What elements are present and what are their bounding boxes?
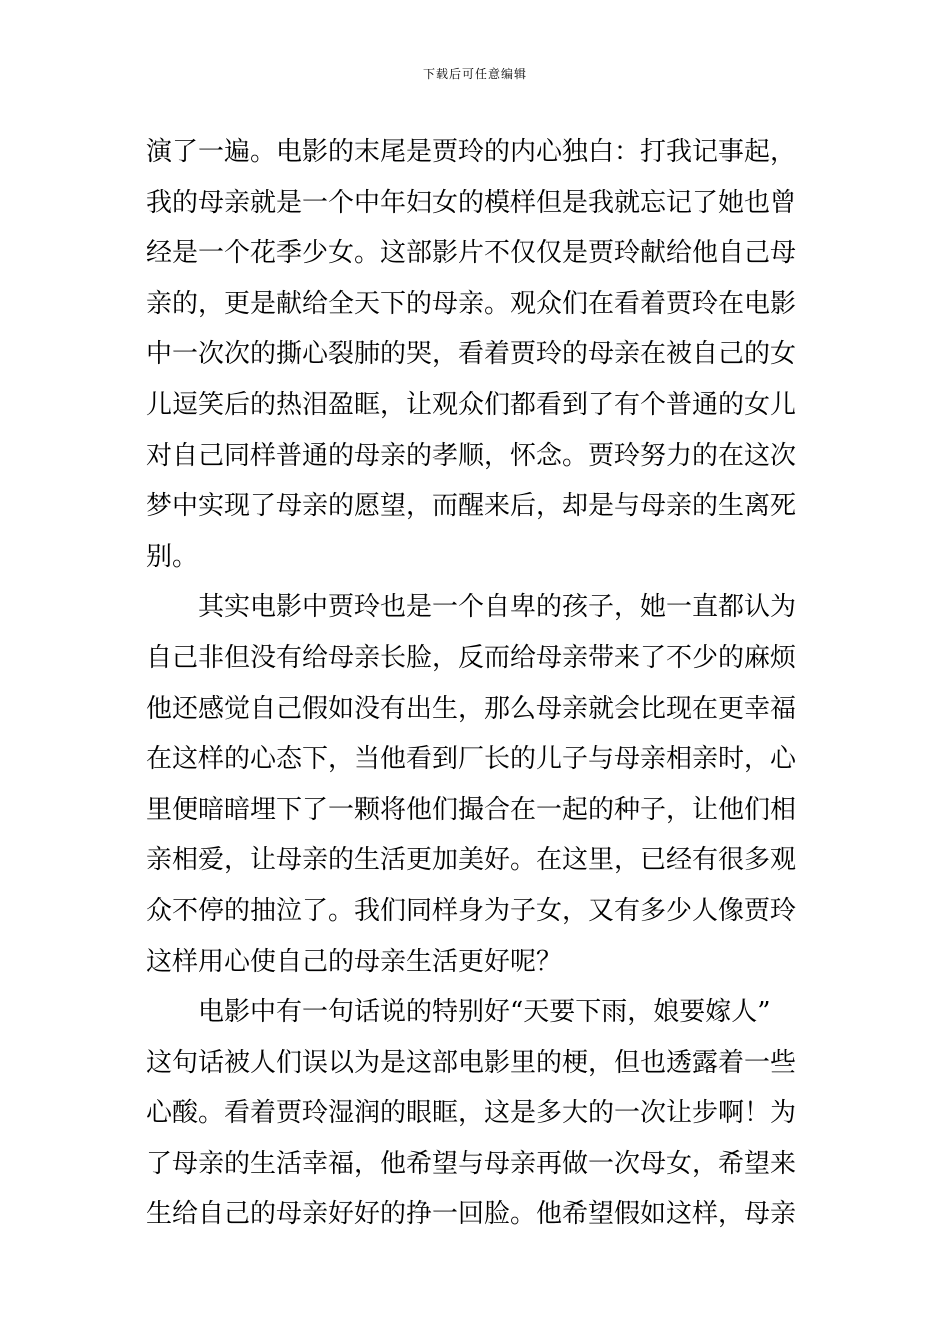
text-line: 自己非但没有给母亲长脸，反而给母亲带来了不少的麻烦 (146, 642, 797, 673)
text-line: 亲的，更是献给全天下的母亲。观众们在看着贾玲在电影 (146, 288, 797, 319)
text-line: 心酸。看着贾玲湿润的眼眶，这是多大的一次让步啊！为 (146, 1098, 797, 1129)
text-line: 中一次次的撕心裂肺的哭，看着贾玲的母亲在被自己的女 (146, 339, 797, 370)
text-line: 众不停的抽泣了。我们同样身为子女，又有多少人像贾玲 (146, 895, 797, 926)
text-line: 他还感觉自己假如没有出生，那么母亲就会比现在更幸福 (146, 693, 797, 724)
paragraph-3 (146, 987, 816, 1240)
document-body (146, 127, 816, 1240)
paragraph-2 (146, 582, 816, 987)
text-line: 演了一遍。电影的末尾是贾玲的内心独白：打我记事起， (146, 137, 797, 167)
text-line: 儿逗笑后的热泪盈眶，让观众们都看到了有个普通的女儿 (146, 389, 797, 420)
text-line: 了母亲的生活幸福，他希望与母亲再做一次母女，希望来 (146, 1148, 797, 1179)
paragraph-1 (146, 127, 816, 582)
text-line: 别。 (146, 541, 199, 572)
text-line: 电影中有一句话说的特别好“天要下雨，娘要嫁人” (198, 997, 771, 1028)
text-line: 里便暗暗埋下了一颗将他们撮合在一起的种子，让他们相 (146, 794, 797, 825)
text-line: 在这样的心态下，当他看到厂长的儿子与母亲相亲时，心 (146, 744, 797, 775)
text-line: 生给自己的母亲好好的挣一回脸。他希望假如这样，母亲 (146, 1199, 797, 1230)
page-header: 下载后可任意编辑 (422, 67, 527, 81)
text-line: 其实电影中贾玲也是一个自卑的孩子，她一直都认为 (198, 592, 797, 623)
text-line: 这句话被人们误以为是这部电影里的梗，但也透露着一些 (146, 1047, 797, 1078)
text-line: 我的母亲就是一个中年妇女的模样但是我就忘记了她也曾 (146, 187, 797, 218)
text-line: 梦中实现了母亲的愿望，而醒来后，却是与母亲的生离死 (146, 491, 797, 522)
text-line: 对自己同样普通的母亲的孝顺，怀念。贾玲努力的在这次 (146, 440, 797, 471)
text-line: 经是一个花季少女。这部影片不仅仅是贾玲献给他自己母 (146, 238, 797, 269)
text-line: 亲相爱，让母亲的生活更加美好。在这里，已经有很多观 (146, 845, 797, 876)
text-line: 这样用心使自己的母亲生活更好呢？ (146, 946, 563, 977)
